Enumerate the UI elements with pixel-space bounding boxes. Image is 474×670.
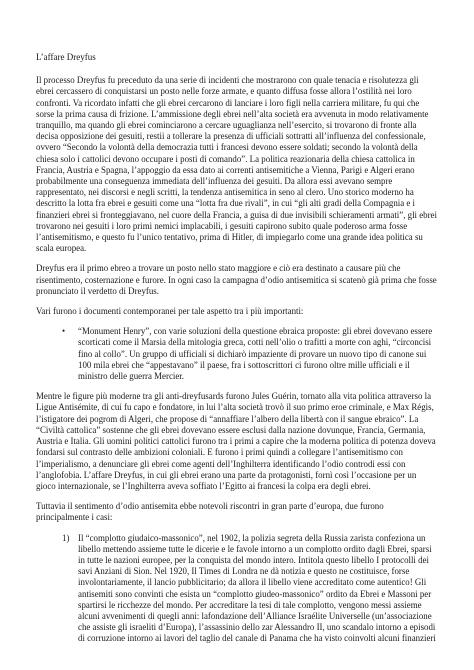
- paragraph-dreyfus: Dreyfus era il primo ebreo a trovare un posto nello stato maggiore e ciò era destinato a causare più che risentimento, costernazione e furore. In ogni caso la campagna d’odio antisemitica si scatenò già prima che fosse pronunciato il verdetto di Dreyfus.: [36, 263, 437, 296]
- paragraph-europe-cases-intro: Tuttavia il sentimento d’odio antisemita ebbe notevoli riscontri in gran parte d’europa, due furono principalmente i casi:: [36, 501, 384, 523]
- document-title: L’affare Dreyfus: [36, 52, 96, 62]
- numbered-item: [62, 533, 438, 645]
- paragraph-anti-dreyfusards: Mentre le figure più moderne tra gli anti-dreyfusards furono Jules Guérin, tornato alla vita politica attraverso la Ligue Antisémite, di cui fu capo e fondatore, in lui l’alta società trovò il suo primo eroe criminale, e Max Régis, l’istigatore dei pogrom di Algeri, che propose di “annaffiare l’albero della libertà con il sangue ebraico”. La “Civiltà cattolica” sostenne che gli ebrei dovevano essere esclusi dalla nazione dovunque, Francia, Germania, Austria e Italia. Gli uomini politici cattolici furono tra i primi a capire che la moderna politica di potenza doveva fondarsi sul contrasto delle ambizioni coloniali. E furono i primi quindi a collegare l’antisemitismo con l’imperialismo, a denunciare gli ebrei come agenti dell’Inghilterra identificando l’odio controdi essi con l’anglofobia. L’affare Dreyfus, in cui gli ebrei erano una parte da protagonisti, fornì così l’occasione per un gioco internazionale, se l’Inghilterra aveva soffiato l’Egitto ai francesi la colpa era degli ebrei.: [36, 391, 436, 491]
- paragraph-documents-intro: Vari furono i documenti contemporanei per tale aspetto tra i più importanti:: [36, 306, 304, 317]
- document-page: [36, 52, 438, 654]
- bullet-list: [36, 326, 438, 382]
- list-marker: 1): [62, 532, 70, 543]
- numbered-list: [36, 533, 438, 645]
- bullet-item-monument-henry: • “Monument Henry”, con varie soluzioni della questione ebraica proposte: gli ebrei dovevano essere scorticati come il Marsia della mitologia greca, cotti nell’olio o trafitti a morte con aghi, “circoncisi fino al collo”. Un gruppo di ufficiali si dichiarò impaziente di provare un nuovo tipo di canone sui 100 mila ebrei che “appestavano” il paese, fra i sottoscrittori ci furono oltre mille ufficiali e il ministro delle guerra Mercier.: [62, 326, 438, 382]
- numbered-item-text: Il “complotto giudaico-massonico”, nel 1902, la polizia segreta della Russia zarista confeziona un libello mettendo assieme tutte le dicerie e le favole intorno a un complotto ordito dagli Ebrei, sparsi in tutte le nazioni europee, per la conquista del mondo intero. Intitola questo libello I protocolli dei savi Anziani di Sion. Nel 1920, Il Times di Londra ne dà notizia e questo ne costituisce, forse involontariamente, il lancio pubblicitario; da allora il libello viene accreditato come autentico! Gli antisemiti sono convinti che esista un “complotto giudeo-massonico” ordito da Ebrei e Massoni per spartirsi le ricchezze del mondo. Per accreditare la tesi di tale complotto, vengono messi assieme alcuni avvenimenti di quegli anni: lafondazione dell’Alliance Israélite Universelle (un’associazione che assiste gli israeliti d’Europa), l’assassinio dello zar Alessandro II, uno scandalo intorno a episodi di corruzione intorno ai lavori del taglio del canale di Panama che ha visto coinvolti alcuni finanzieri: [78, 532, 436, 644]
- paragraph-intro: Il processo Dreyfus fu preceduto da una serie di incidenti che mostrarono con quale tenacia e risolutezza gli ebrei cercassero di conquistarsi un posto nelle forze armate, e quanto diffusa fosse allora l’ostilità nei loro confronti. Va ricordato infatti che gli ebrei cercarono di lanciare i loro figli nella carriera militare, fu qui che sorse la prima causa di frizione. L’ammissione degli ebrei nell’alta società era avvenuta in modo relativamente tranquillo, ma quando gli ebrei cominciarono a cercare uguaglianza nell’esercito, si trovarono di fronte alla decisa opposizione dei gesuiti, restii a tollerare la presenza di ufficiali sottratti all’influenza del confessionale, ovvero “Secondo la volontà della democrazia tutti i francesi devono essere soldati; secondo la volontà della chiesa solo i cattolici devono occupare i posti di comando”. La politica reazionaria della chiesa cattolica in Francia, Austria e Spagna, l’appoggio da essa dato ai correnti antisemitiche a Vienna, Parigi e Algeri erano probabilmente una conseguenza immediata dell’influenza dei gesuiti. Da allora essi avevano sempre rappresentato, nei discorsi e negli scritti, la tendenza antisemitica in seno al clero. Uno storico moderno ha descritto la lotta fra ebrei e gesuiti come una “lotta fra due rivali”, in cui “gli alti gradi della Compagnia e i finanzieri ebrei si fronteggiavano, nel cuore della Francia, a guisa di due invisibili schieramenti armati”, gli ebrei trovarono nei gesuiti i loro primi nemici implacabili, i gesuiti capirono subito quale poderoso arma fosse l’antisemitismo, e questo fu l’unico tentativo, prima di Hitler, di impiegarlo come una grande idea politica su scala europea.: [36, 75, 437, 254]
